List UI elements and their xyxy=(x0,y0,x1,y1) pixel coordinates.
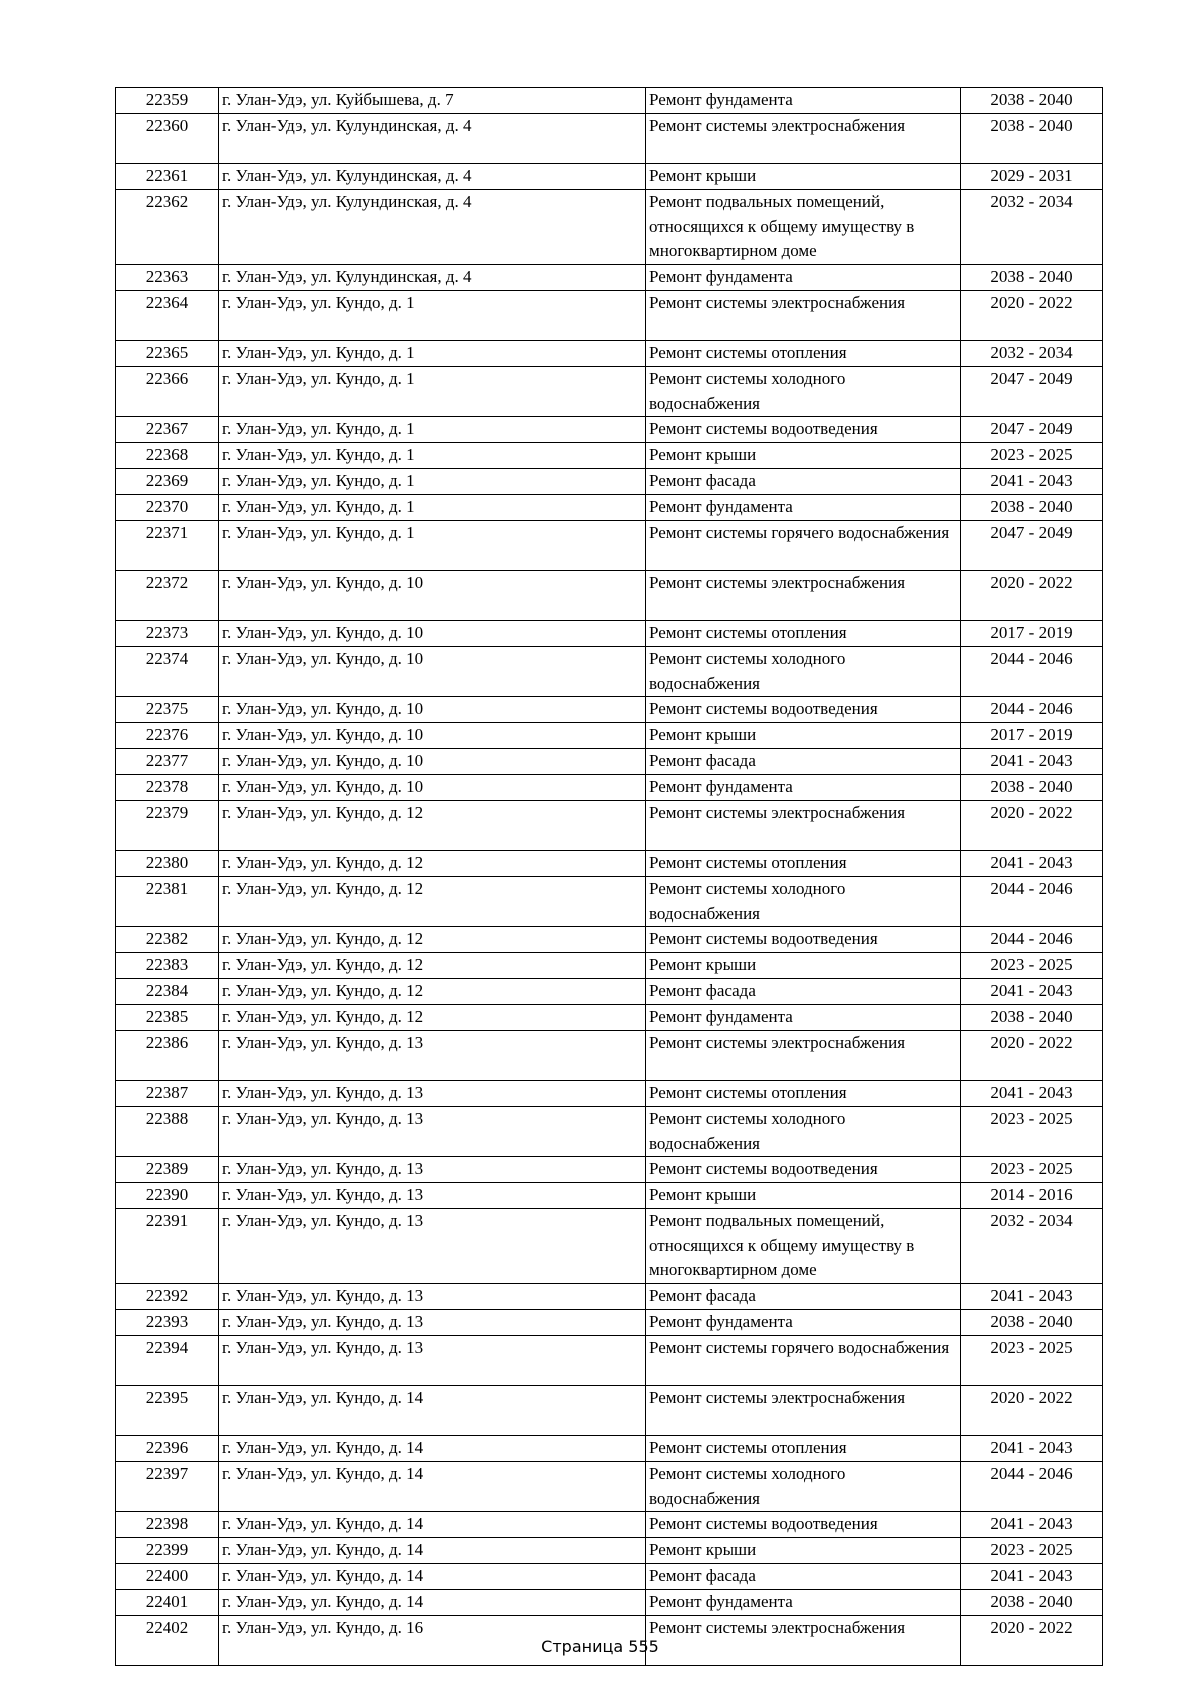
address-cell: г. Улан-Удэ, ул. Кундо, д. 13 xyxy=(219,1310,646,1336)
work-type-cell: Ремонт системы электроснабжения xyxy=(646,801,961,851)
table-row xyxy=(116,1284,1103,1310)
address-cell: г. Улан-Удэ, ул. Кундо, д. 1 xyxy=(219,291,646,341)
row-number: 22379 xyxy=(116,801,219,851)
period-cell: 2020 - 2022 xyxy=(961,801,1103,851)
address-cell: г. Улан-Удэ, ул. Кундо, д. 13 xyxy=(219,1209,646,1284)
period-cell: 2020 - 2022 xyxy=(961,1616,1103,1666)
table-row xyxy=(116,927,1103,953)
period-cell: 2020 - 2022 xyxy=(961,1031,1103,1081)
table-row xyxy=(116,190,1103,265)
address-cell: г. Улан-Удэ, ул. Кундо, д. 10 xyxy=(219,749,646,775)
table-row xyxy=(116,443,1103,469)
work-type-cell: Ремонт системы горячего водоснабжения xyxy=(646,521,961,571)
table-row xyxy=(116,775,1103,801)
table-row xyxy=(116,417,1103,443)
work-type-cell: Ремонт системы горячего водоснабжения xyxy=(646,1336,961,1386)
work-type-cell: Ремонт фундамента xyxy=(646,88,961,114)
period-cell: 2047 - 2049 xyxy=(961,521,1103,571)
address-cell: г. Улан-Удэ, ул. Кундо, д. 14 xyxy=(219,1436,646,1462)
table-row xyxy=(116,647,1103,697)
period-cell: 2044 - 2046 xyxy=(961,1462,1103,1512)
table-row xyxy=(116,851,1103,877)
address-cell: г. Улан-Удэ, ул. Кулундинская, д. 4 xyxy=(219,265,646,291)
period-cell: 2041 - 2043 xyxy=(961,979,1103,1005)
work-type-cell: Ремонт фундамента xyxy=(646,775,961,801)
work-type-cell: Ремонт фасада xyxy=(646,469,961,495)
work-type-cell: Ремонт системы водоотведения xyxy=(646,1157,961,1183)
work-type-cell: Ремонт системы водоотведения xyxy=(646,927,961,953)
period-cell: 2041 - 2043 xyxy=(961,749,1103,775)
address-cell: г. Улан-Удэ, ул. Кундо, д. 14 xyxy=(219,1564,646,1590)
row-number: 22380 xyxy=(116,851,219,877)
period-cell: 2041 - 2043 xyxy=(961,851,1103,877)
address-cell: г. Улан-Удэ, ул. Куйбышева, д. 7 xyxy=(219,88,646,114)
work-type-cell: Ремонт системы холодного водоснабжения xyxy=(646,367,961,417)
period-cell: 2020 - 2022 xyxy=(961,571,1103,621)
work-type-cell: Ремонт системы отопления xyxy=(646,851,961,877)
row-number: 22373 xyxy=(116,621,219,647)
work-type-cell: Ремонт системы отопления xyxy=(646,1436,961,1462)
row-number: 22384 xyxy=(116,979,219,1005)
table-row xyxy=(116,1386,1103,1436)
table-row xyxy=(116,291,1103,341)
period-cell: 2044 - 2046 xyxy=(961,647,1103,697)
work-type-cell: Ремонт фасада xyxy=(646,1284,961,1310)
row-number: 22362 xyxy=(116,190,219,265)
work-type-cell: Ремонт системы водоотведения xyxy=(646,417,961,443)
address-cell: г. Улан-Удэ, ул. Кулундинская, д. 4 xyxy=(219,164,646,190)
period-cell: 2038 - 2040 xyxy=(961,775,1103,801)
address-cell: г. Улан-Удэ, ул. Кундо, д. 10 xyxy=(219,723,646,749)
period-cell: 2032 - 2034 xyxy=(961,190,1103,265)
address-cell: г. Улан-Удэ, ул. Кундо, д. 12 xyxy=(219,979,646,1005)
table-row xyxy=(116,1336,1103,1386)
table-row xyxy=(116,979,1103,1005)
work-type-cell: Ремонт системы электроснабжения xyxy=(646,571,961,621)
work-type-cell: Ремонт системы холодного водоснабжения xyxy=(646,647,961,697)
work-type-cell: Ремонт фундамента xyxy=(646,495,961,521)
row-number: 22399 xyxy=(116,1538,219,1564)
table-row xyxy=(116,1031,1103,1081)
period-cell: 2041 - 2043 xyxy=(961,1081,1103,1107)
address-cell: г. Улан-Удэ, ул. Кундо, д. 14 xyxy=(219,1538,646,1564)
row-number: 22397 xyxy=(116,1462,219,1512)
address-cell: г. Улан-Удэ, ул. Кундо, д. 13 xyxy=(219,1336,646,1386)
address-cell: г. Улан-Удэ, ул. Кундо, д. 12 xyxy=(219,953,646,979)
row-number: 22366 xyxy=(116,367,219,417)
period-cell: 2041 - 2043 xyxy=(961,1284,1103,1310)
address-cell: г. Улан-Удэ, ул. Кундо, д. 13 xyxy=(219,1284,646,1310)
table-row xyxy=(116,1590,1103,1616)
address-cell: г. Улан-Удэ, ул. Кундо, д. 13 xyxy=(219,1107,646,1157)
address-cell: г. Улан-Удэ, ул. Кундо, д. 14 xyxy=(219,1590,646,1616)
address-cell: г. Улан-Удэ, ул. Кундо, д. 1 xyxy=(219,469,646,495)
address-cell: г. Улан-Удэ, ул. Кундо, д. 12 xyxy=(219,927,646,953)
period-cell: 2029 - 2031 xyxy=(961,164,1103,190)
row-number: 22359 xyxy=(116,88,219,114)
address-cell: г. Улан-Удэ, ул. Кундо, д. 12 xyxy=(219,801,646,851)
period-cell: 2023 - 2025 xyxy=(961,1107,1103,1157)
table-row xyxy=(116,571,1103,621)
address-cell: г. Улан-Удэ, ул. Кундо, д. 1 xyxy=(219,417,646,443)
row-number: 22371 xyxy=(116,521,219,571)
row-number: 22383 xyxy=(116,953,219,979)
work-type-cell: Ремонт фундамента xyxy=(646,1310,961,1336)
address-cell: г. Улан-Удэ, ул. Кундо, д. 13 xyxy=(219,1157,646,1183)
period-cell: 2044 - 2046 xyxy=(961,927,1103,953)
table-row xyxy=(116,801,1103,851)
work-type-cell: Ремонт системы отопления xyxy=(646,1081,961,1107)
period-cell: 2041 - 2043 xyxy=(961,1564,1103,1590)
period-cell: 2032 - 2034 xyxy=(961,1209,1103,1284)
period-cell: 2044 - 2046 xyxy=(961,697,1103,723)
work-type-cell: Ремонт фундамента xyxy=(646,1005,961,1031)
table-row xyxy=(116,1512,1103,1538)
table-row xyxy=(116,469,1103,495)
address-cell: г. Улан-Удэ, ул. Кундо, д. 12 xyxy=(219,1005,646,1031)
work-type-cell: Ремонт фундамента xyxy=(646,265,961,291)
work-type-cell: Ремонт крыши xyxy=(646,953,961,979)
work-type-cell: Ремонт фундамента xyxy=(646,1590,961,1616)
period-cell: 2032 - 2034 xyxy=(961,341,1103,367)
table-row xyxy=(116,367,1103,417)
work-type-cell: Ремонт фасада xyxy=(646,749,961,775)
work-type-cell: Ремонт крыши xyxy=(646,723,961,749)
table-row xyxy=(116,88,1103,114)
row-number: 22393 xyxy=(116,1310,219,1336)
row-number: 22369 xyxy=(116,469,219,495)
address-cell: г. Улан-Удэ, ул. Кундо, д. 10 xyxy=(219,697,646,723)
address-cell: г. Улан-Удэ, ул. Кундо, д. 1 xyxy=(219,521,646,571)
address-cell: г. Улан-Удэ, ул. Кундо, д. 14 xyxy=(219,1386,646,1436)
period-cell: 2047 - 2049 xyxy=(961,417,1103,443)
period-cell: 2020 - 2022 xyxy=(961,291,1103,341)
row-number: 22363 xyxy=(116,265,219,291)
period-cell: 2038 - 2040 xyxy=(961,1310,1103,1336)
period-cell: 2023 - 2025 xyxy=(961,443,1103,469)
row-number: 22365 xyxy=(116,341,219,367)
address-cell: г. Улан-Удэ, ул. Кундо, д. 10 xyxy=(219,647,646,697)
table-row xyxy=(116,1005,1103,1031)
row-number: 22375 xyxy=(116,697,219,723)
table-row xyxy=(116,1081,1103,1107)
work-type-cell: Ремонт системы холодного водоснабжения xyxy=(646,877,961,927)
table-row xyxy=(116,1157,1103,1183)
row-number: 22381 xyxy=(116,877,219,927)
row-number: 22391 xyxy=(116,1209,219,1284)
table-row xyxy=(116,114,1103,164)
row-number: 22367 xyxy=(116,417,219,443)
row-number: 22392 xyxy=(116,1284,219,1310)
table-row xyxy=(116,495,1103,521)
row-number: 22364 xyxy=(116,291,219,341)
row-number: 22382 xyxy=(116,927,219,953)
period-cell: 2017 - 2019 xyxy=(961,723,1103,749)
period-cell: 2023 - 2025 xyxy=(961,953,1103,979)
period-cell: 2044 - 2046 xyxy=(961,877,1103,927)
period-cell: 2041 - 2043 xyxy=(961,1436,1103,1462)
address-cell: г. Улан-Удэ, ул. Кундо, д. 1 xyxy=(219,341,646,367)
work-type-cell: Ремонт системы электроснабжения xyxy=(646,291,961,341)
period-cell: 2038 - 2040 xyxy=(961,1005,1103,1031)
row-number: 22396 xyxy=(116,1436,219,1462)
address-cell: г. Улан-Удэ, ул. Кундо, д. 10 xyxy=(219,571,646,621)
work-type-cell: Ремонт системы водоотведения xyxy=(646,1512,961,1538)
row-number: 22376 xyxy=(116,723,219,749)
row-number: 22389 xyxy=(116,1157,219,1183)
table-row xyxy=(116,697,1103,723)
table-row xyxy=(116,749,1103,775)
row-number: 22360 xyxy=(116,114,219,164)
table-row xyxy=(116,877,1103,927)
period-cell: 2023 - 2025 xyxy=(961,1336,1103,1386)
row-number: 22361 xyxy=(116,164,219,190)
address-cell: г. Улан-Удэ, ул. Кундо, д. 10 xyxy=(219,621,646,647)
work-type-cell: Ремонт крыши xyxy=(646,443,961,469)
work-type-cell: Ремонт системы холодного водоснабжения xyxy=(646,1107,961,1157)
address-cell: г. Улан-Удэ, ул. Кундо, д. 12 xyxy=(219,851,646,877)
row-number: 22400 xyxy=(116,1564,219,1590)
work-type-cell: Ремонт подвальных помещений, относящихся к общему имуществу в многоквартирном доме xyxy=(646,190,961,265)
work-type-cell: Ремонт системы холодного водоснабжения xyxy=(646,1462,961,1512)
address-cell: г. Улан-Удэ, ул. Кундо, д. 16 xyxy=(219,1616,646,1666)
work-type-cell: Ремонт фасада xyxy=(646,1564,961,1590)
row-number: 22401 xyxy=(116,1590,219,1616)
period-cell: 2047 - 2049 xyxy=(961,367,1103,417)
row-number: 22402 xyxy=(116,1616,219,1666)
period-cell: 2023 - 2025 xyxy=(961,1157,1103,1183)
work-type-cell: Ремонт системы водоотведения xyxy=(646,697,961,723)
work-type-cell: Ремонт системы электроснабжения xyxy=(646,114,961,164)
address-cell: г. Улан-Удэ, ул. Кундо, д. 14 xyxy=(219,1462,646,1512)
address-cell: г. Улан-Удэ, ул. Кундо, д. 13 xyxy=(219,1031,646,1081)
row-number: 22378 xyxy=(116,775,219,801)
work-type-cell: Ремонт крыши xyxy=(646,1538,961,1564)
address-cell: г. Улан-Удэ, ул. Кундо, д. 1 xyxy=(219,367,646,417)
table-row xyxy=(116,621,1103,647)
period-cell: 2041 - 2043 xyxy=(961,1512,1103,1538)
period-cell: 2014 - 2016 xyxy=(961,1183,1103,1209)
row-number: 22385 xyxy=(116,1005,219,1031)
row-number: 22372 xyxy=(116,571,219,621)
table-row xyxy=(116,164,1103,190)
period-cell: 2038 - 2040 xyxy=(961,1590,1103,1616)
period-cell: 2038 - 2040 xyxy=(961,265,1103,291)
repair-schedule-table xyxy=(115,87,1103,1666)
period-cell: 2038 - 2040 xyxy=(961,495,1103,521)
address-cell: г. Улан-Удэ, ул. Кулундинская, д. 4 xyxy=(219,190,646,265)
work-type-cell: Ремонт системы отопления xyxy=(646,341,961,367)
work-type-cell: Ремонт крыши xyxy=(646,1183,961,1209)
address-cell: г. Улан-Удэ, ул. Кундо, д. 1 xyxy=(219,443,646,469)
address-cell: г. Улан-Удэ, ул. Кундо, д. 12 xyxy=(219,877,646,927)
work-type-cell: Ремонт системы отопления xyxy=(646,621,961,647)
table-row xyxy=(116,341,1103,367)
table-body xyxy=(116,88,1103,1666)
row-number: 22370 xyxy=(116,495,219,521)
table-row xyxy=(116,1436,1103,1462)
table-row xyxy=(116,1183,1103,1209)
address-cell: г. Улан-Удэ, ул. Кулундинская, д. 4 xyxy=(219,114,646,164)
address-cell: г. Улан-Удэ, ул. Кундо, д. 14 xyxy=(219,1512,646,1538)
address-cell: г. Улан-Удэ, ул. Кундо, д. 10 xyxy=(219,775,646,801)
row-number: 22390 xyxy=(116,1183,219,1209)
page-number: Страница 555 xyxy=(541,1637,659,1656)
period-cell: 2020 - 2022 xyxy=(961,1386,1103,1436)
period-cell: 2023 - 2025 xyxy=(961,1538,1103,1564)
table-row xyxy=(116,1538,1103,1564)
work-type-cell: Ремонт системы электроснабжения xyxy=(646,1616,961,1666)
row-number: 22387 xyxy=(116,1081,219,1107)
table-row xyxy=(116,1462,1103,1512)
row-number: 22398 xyxy=(116,1512,219,1538)
row-number: 22374 xyxy=(116,647,219,697)
address-cell: г. Улан-Удэ, ул. Кундо, д. 13 xyxy=(219,1183,646,1209)
row-number: 22388 xyxy=(116,1107,219,1157)
table-row xyxy=(116,1107,1103,1157)
row-number: 22394 xyxy=(116,1336,219,1386)
table-row xyxy=(116,265,1103,291)
table-row xyxy=(116,1209,1103,1284)
period-cell: 2038 - 2040 xyxy=(961,88,1103,114)
address-cell: г. Улан-Удэ, ул. Кундо, д. 13 xyxy=(219,1081,646,1107)
table-row xyxy=(116,1564,1103,1590)
work-type-cell: Ремонт системы электроснабжения xyxy=(646,1386,961,1436)
row-number: 22386 xyxy=(116,1031,219,1081)
period-cell: 2038 - 2040 xyxy=(961,114,1103,164)
row-number: 22395 xyxy=(116,1386,219,1436)
period-cell: 2017 - 2019 xyxy=(961,621,1103,647)
work-type-cell: Ремонт крыши xyxy=(646,164,961,190)
row-number: 22368 xyxy=(116,443,219,469)
row-number: 22377 xyxy=(116,749,219,775)
table-row xyxy=(116,953,1103,979)
work-type-cell: Ремонт подвальных помещений, относящихся к общему имуществу в многоквартирном доме xyxy=(646,1209,961,1284)
table-row xyxy=(116,1310,1103,1336)
work-type-cell: Ремонт фасада xyxy=(646,979,961,1005)
work-type-cell: Ремонт системы электроснабжения xyxy=(646,1031,961,1081)
table-row xyxy=(116,723,1103,749)
period-cell: 2041 - 2043 xyxy=(961,469,1103,495)
address-cell: г. Улан-Удэ, ул. Кундо, д. 1 xyxy=(219,495,646,521)
table-row xyxy=(116,521,1103,571)
